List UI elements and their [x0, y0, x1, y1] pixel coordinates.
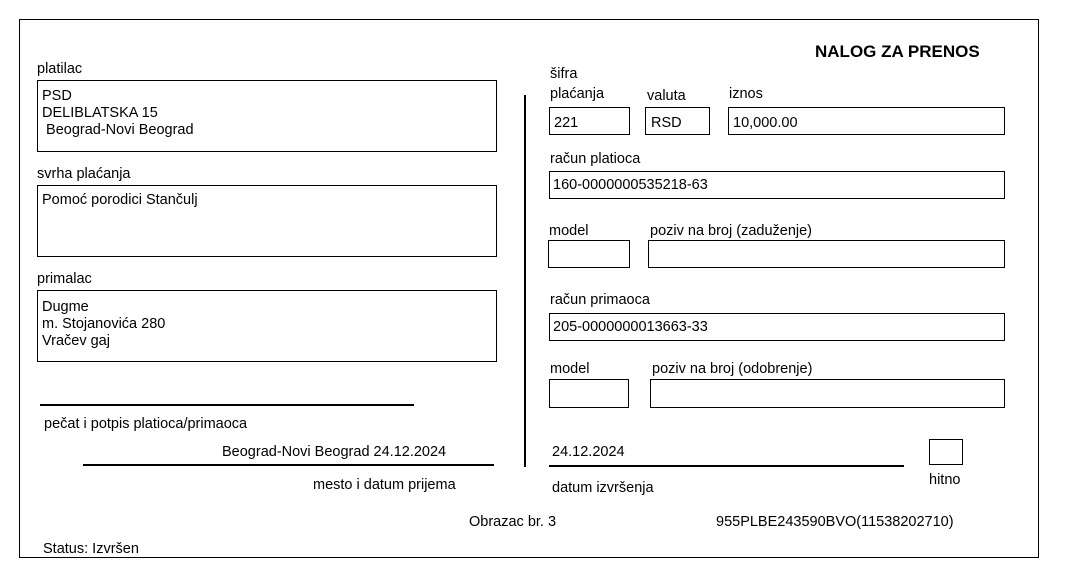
execution-date-label: datum izvršenja	[552, 480, 654, 496]
debit-reference-field[interactable]	[648, 240, 1005, 268]
form-title: NALOG ZA PRENOS	[815, 42, 980, 61]
signature-label: pečat i potpis platioca/primaoca	[44, 416, 248, 432]
payer-box[interactable]	[37, 80, 497, 152]
debit-reference-label: poziv na broj (zaduženje)	[650, 223, 813, 239]
credit-model-field[interactable]	[549, 379, 629, 408]
recipient-account-value: 205-0000000013663-33	[553, 319, 708, 335]
reference-code: 955PLBE243590BVO(11538202710)	[716, 514, 954, 530]
column-divider	[524, 95, 526, 467]
execution-date-value: 24.12.2024	[552, 444, 625, 460]
place-date-value: Beograd-Novi Beograd 24.12.2024	[222, 444, 447, 460]
debit-model-field[interactable]	[548, 240, 630, 268]
recipient-line-1: Dugme	[42, 299, 89, 315]
payer-account-field[interactable]	[549, 171, 1005, 199]
payment-code-field[interactable]	[549, 107, 630, 135]
payer-line-2: DELIBLATSKA 15	[42, 105, 158, 121]
urgent-label: hitno	[929, 472, 961, 488]
payer-line-3: Beograd-Novi Beograd	[42, 122, 194, 138]
payer-label: platilac	[37, 61, 83, 77]
payer-account-value: 160-0000000535218-63	[553, 177, 708, 193]
signature-line	[40, 404, 414, 406]
currency-field[interactable]	[645, 107, 710, 135]
recipient-line-3: Vračev gaj	[42, 333, 110, 349]
amount-field[interactable]	[728, 107, 1005, 135]
debit-model-label: model	[549, 223, 589, 239]
payment-code-value: 221	[554, 115, 579, 131]
amount-label: iznos	[729, 86, 763, 102]
payment-code-label-line1: šifra	[550, 66, 578, 82]
form-number: Obrazac br. 3	[469, 514, 557, 530]
place-date-line	[83, 464, 494, 466]
recipient-box[interactable]	[37, 290, 497, 362]
amount-value: 10,000.00	[733, 115, 798, 131]
currency-label: valuta	[647, 88, 686, 104]
credit-reference-field[interactable]	[650, 379, 1005, 408]
recipient-line-2: m. Stojanovića 280	[42, 316, 166, 332]
execution-date-line	[549, 465, 904, 467]
recipient-account-label: račun primaoca	[550, 292, 650, 308]
urgent-checkbox[interactable]	[929, 439, 963, 465]
purpose-value: Pomoć porodici Stančulj	[42, 192, 198, 208]
credit-model-label: model	[550, 361, 590, 377]
payer-account-label: račun platioca	[550, 151, 641, 167]
place-date-label: mesto i datum prijema	[313, 477, 456, 493]
payer-line-1: PSD	[42, 88, 72, 104]
credit-reference-label: poziv na broj (odobrenje)	[652, 361, 813, 377]
purpose-box[interactable]	[37, 185, 497, 257]
status-text: Status: Izvršen	[43, 541, 139, 557]
currency-value: RSD	[651, 115, 682, 131]
purpose-label: svrha plaćanja	[37, 166, 131, 182]
recipient-label: primalac	[37, 271, 92, 287]
payment-code-label-line2: plaćanja	[550, 86, 605, 102]
recipient-account-field[interactable]	[549, 313, 1005, 341]
